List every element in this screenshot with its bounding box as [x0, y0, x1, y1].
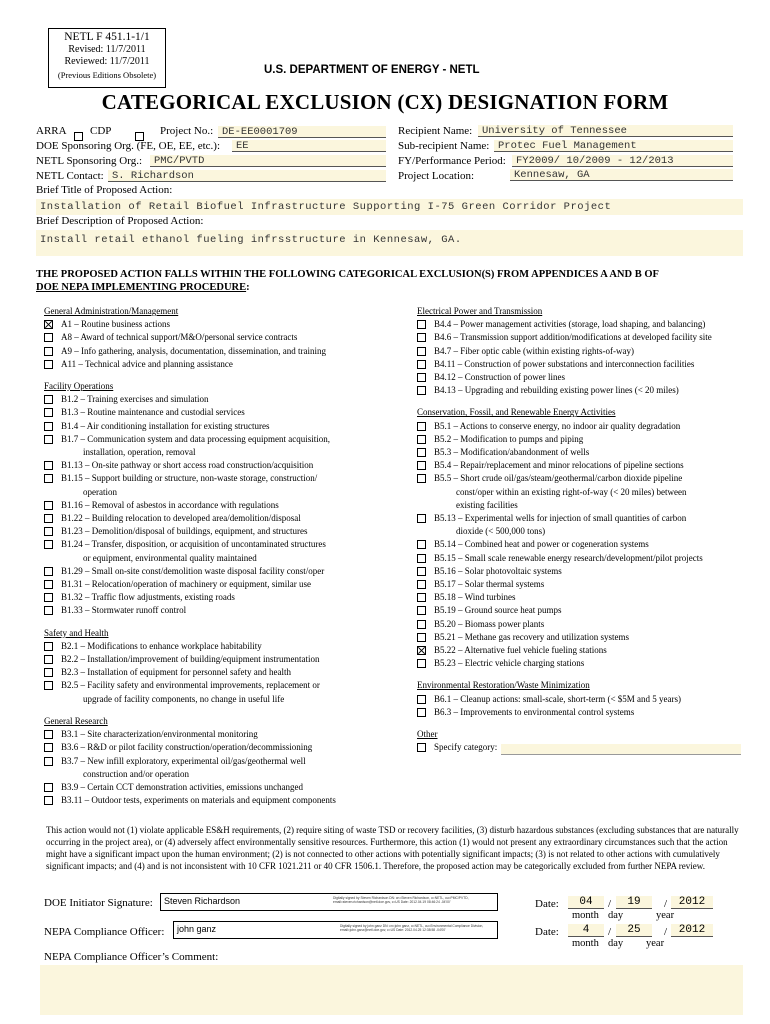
fy-label: FY/Performance Period:	[398, 155, 506, 167]
exclusion-text: B3.9 – Certain CCT demonstration activities, emissions unchanged	[61, 781, 304, 792]
exclusion-text-continued: or equipment, environmental quality maintained	[83, 552, 257, 563]
exclusion-b5-22[interactable]	[417, 644, 747, 657]
exclusion-text: A11 – Technical advice and planning assistance	[61, 358, 233, 369]
form-id-box	[48, 28, 166, 88]
exclusion-text: A9 – Info gathering, analysis, documentation, dissemination, and training	[61, 345, 326, 356]
exclusion-b5-17[interactable]	[417, 578, 747, 591]
officer-digital-signature: Digitally signed by john ganz DN: cn=john ganz, o=NETL, ou=Environmental Compliance Division, email=john.ganz@netl.doe.gov, c=US Date: 2012.04.25 12:38:58 -04'00'	[340, 924, 484, 932]
project-no-label: Project No.:	[160, 125, 214, 137]
recipient-field[interactable]: University of Tennessee	[478, 125, 733, 137]
section-heading-safety-and-health: Safety and Health	[44, 627, 109, 638]
exclusion-b1-33[interactable]	[44, 604, 404, 617]
checkbox-b4-4[interactable]	[417, 320, 426, 329]
checkbox-b4-6[interactable]	[417, 333, 426, 342]
section-heading-other: Other	[417, 729, 438, 740]
date2-day[interactable]: 25	[616, 924, 652, 937]
exclusion-text: B3.6 – R&D or pilot facility construction/operation/decommissioning	[61, 742, 313, 753]
officer-signature-name: john ganz	[177, 924, 217, 934]
exclusion-b1-32[interactable]	[44, 591, 404, 604]
checkbox-b1-15[interactable]	[44, 474, 53, 483]
checkbox-b1-31[interactable]	[44, 580, 53, 589]
exclusion-text: B3.11 – Outdoor tests, experiments on materials and equipment components	[61, 795, 336, 806]
exclusion-text: B5.2 – Modification to pumps and piping	[434, 433, 584, 444]
exclusion-text: B1.31 – Relocation/operation of machinery or equipment, similar use	[61, 579, 311, 590]
exclusion-text: B1.4 – Air conditioning installation for existing structures	[61, 420, 270, 431]
exclusion-text: B5.17 – Solar thermal systems	[434, 579, 545, 590]
initiator-signature-box[interactable]	[160, 893, 498, 911]
form-title: CATEGORICAL EXCLUSION (CX) DESIGNATION FORM	[101, 90, 669, 114]
initiator-digital-signature: Digitally signed by Steven Richardson DN: cn=Steven Richardson, o=NETL, ou=PMC/PVTD, email=steven.richardson@netl.doe.gov, c=US Date: 2012.04.19 08:46:24 -04'00'	[333, 896, 469, 904]
date2-label: Date:	[535, 926, 559, 938]
exclusion-b5-20[interactable]	[417, 618, 747, 631]
initiator-signature-name: Steven Richardson	[164, 896, 241, 906]
date1-slash2: /	[664, 898, 668, 910]
exclusion-b5-23[interactable]	[417, 657, 747, 670]
checkbox-b1-29[interactable]	[44, 567, 53, 576]
officer-signature-box[interactable]	[173, 921, 498, 939]
exclusion-b4-6[interactable]	[417, 331, 747, 344]
exclusion-b5-1[interactable]	[417, 420, 747, 433]
form-number: NETL F 451.1-1/1	[64, 31, 150, 43]
checkbox-b3-6[interactable]	[44, 743, 53, 752]
checkbox-b3-9[interactable]	[44, 783, 53, 792]
exclusion-b4-7[interactable]	[417, 345, 747, 358]
exclusion-a1[interactable]	[44, 318, 404, 331]
exclusion-text: B5.20 – Biomass power plants	[434, 618, 545, 629]
exclusion-other[interactable]	[417, 741, 747, 754]
exclusion-text-continued: existing facilities	[456, 499, 518, 510]
date1-slash1: /	[608, 898, 612, 910]
fy-field[interactable]: FY2009/ 10/2009 - 12/2013	[512, 155, 733, 167]
checkbox-b1-22[interactable]	[44, 514, 53, 523]
checkbox-b5-17[interactable]	[417, 580, 426, 589]
brief-title-label: Brief Title of Proposed Action:	[36, 184, 173, 196]
exclusion-text-continued: operation	[83, 486, 117, 497]
exclusion-b1-31[interactable]	[44, 578, 404, 591]
date1-day-caption: day	[608, 910, 624, 921]
checkbox-a9[interactable]	[44, 347, 53, 356]
exclusion-text: B5.19 – Ground source heat pumps	[434, 605, 562, 616]
exclusion-text: B5.1 – Actions to conserve energy, no indoor air quality degradation	[434, 420, 681, 431]
section-heading-environmental-restoration-waste-minimization: Environmental Restoration/Waste Minimization	[417, 680, 590, 691]
exclusion-b5-18[interactable]	[417, 591, 747, 604]
checkbox-b1-3[interactable]	[44, 408, 53, 417]
exclusion-heading-line1: THE PROPOSED ACTION FALLS WITHIN THE FOLLOWING CATEGORICAL EXCLUSION(S) FROM APPENDICES A AND B OF	[36, 269, 659, 280]
exclusion-b1-24[interactable]	[44, 538, 404, 564]
exclusion-text-continued: dioxide (< 500,000 tons)	[456, 526, 546, 537]
exclusion-text: B1.16 – Removal of asbestos in accordance with regulations	[61, 499, 279, 510]
checkbox-b1-24[interactable]	[44, 540, 53, 549]
exclusion-text-continued: installation, operation, removal	[83, 447, 196, 458]
date1-month-caption: month	[572, 910, 599, 921]
section-heading-conservation-fossil-and-renewable-energy-activities: Conservation, Fossil, and Renewable Energy Activities	[417, 407, 616, 418]
date1-year[interactable]: 2012	[671, 896, 713, 909]
exclusion-text: B5.16 – Solar photovoltaic systems	[434, 565, 562, 576]
reviewed-date: Reviewed: 11/7/2011	[64, 56, 150, 67]
exclusion-b1-22[interactable]	[44, 512, 404, 525]
right-category-column	[417, 305, 747, 755]
checkbox-b1-2[interactable]	[44, 395, 53, 404]
brief-title-field[interactable]: Installation of Retail Biofuel Infrastructure Supporting I-75 Green Corridor Project	[36, 199, 743, 215]
date1-label: Date:	[535, 898, 559, 910]
project-no-field[interactable]: DE-EE0001709	[218, 126, 386, 138]
date2-month[interactable]: 4	[568, 924, 604, 937]
date2-slash2: /	[664, 926, 668, 938]
checkbox-b4-11[interactable]	[417, 360, 426, 369]
exclusion-text: B2.1 – Modifications to enhance workplace habitability	[61, 640, 262, 651]
netl-org-field[interactable]: PMC/PVTD	[150, 155, 386, 167]
exclusion-text-continued: construction and/or operation	[83, 768, 189, 779]
exclusion-text: B1.13 – On-site pathway or short access road construction/acquisition	[61, 460, 314, 471]
checkbox-b2-3[interactable]	[44, 668, 53, 677]
exclusion-text: B1.24 – Transfer, disposition, or acquisition of uncontaminated structures	[61, 539, 326, 550]
checkbox-b5-4[interactable]	[417, 461, 426, 470]
checkbox-b2-5[interactable]	[44, 681, 53, 690]
exclusion-b1-15[interactable]	[44, 472, 404, 498]
exclusion-text: B5.23 – Electric vehicle charging stations	[434, 658, 585, 669]
doe-org-field[interactable]: EE	[232, 140, 386, 152]
initiator-signature-label: DOE Initiator Signature:	[44, 897, 153, 909]
checkbox-b5-13[interactable]	[417, 514, 426, 523]
exclusion-b1-2[interactable]	[44, 393, 404, 406]
checkbox-b5-21[interactable]	[417, 633, 426, 642]
date2-year[interactable]: 2012	[671, 924, 713, 937]
exclusion-text: B5.15 – Small scale renewable energy research/development/pilot projects	[434, 552, 703, 563]
exclusion-text: B6.1 – Cleanup actions: small-scale, short-term (< $5M and 5 years)	[434, 693, 682, 704]
checkbox-b3-11[interactable]	[44, 796, 53, 805]
checkbox-b5-18[interactable]	[417, 593, 426, 602]
checkbox-a1[interactable]	[44, 320, 53, 329]
exclusion-b5-21[interactable]	[417, 631, 747, 644]
exclusion-text-continued: upgrade of facility components, no change in useful life	[83, 693, 285, 704]
checkbox-b5-3[interactable]	[417, 448, 426, 457]
exclusion-text: B4.11 – Construction of power substations and interconnection facilities	[434, 358, 695, 369]
checkbox-b1-16[interactable]	[44, 501, 53, 510]
exclusion-text: B1.23 – Demolition/disposal of buildings, equipment, and structures	[61, 526, 308, 537]
exclusion-text: B1.33 – Stormwater runoff control	[61, 605, 187, 616]
netl-contact-label: NETL Contact:	[36, 170, 104, 182]
checkbox-b4-7[interactable]	[417, 347, 426, 356]
exclusion-b5-13[interactable]	[417, 512, 747, 538]
exclusion-text: A8 – Award of technical support/M&O/personal service contracts	[61, 332, 298, 343]
exclusion-text: B5.22 – Alternative fuel vehicle fueling stations	[434, 645, 607, 656]
exclusion-text: B1.32 – Traffic flow adjustments, existing roads	[61, 592, 235, 603]
checkbox-b5-1[interactable]	[417, 422, 426, 431]
checkbox-b1-4[interactable]	[44, 422, 53, 431]
checkbox-b6-1[interactable]	[417, 695, 426, 704]
exclusion-a8[interactable]	[44, 331, 404, 344]
date1-month[interactable]: 04	[568, 896, 604, 909]
checkbox-b5-2[interactable]	[417, 435, 426, 444]
exclusion-b5-16[interactable]	[417, 565, 747, 578]
exclusion-b3-6[interactable]	[44, 741, 404, 754]
exclusion-text: B2.5 – Facility safety and environmental improvements, replacement or	[61, 680, 320, 691]
exclusion-text: B3.1 – Site characterization/environmental monitoring	[61, 729, 258, 740]
exclusion-b2-1[interactable]	[44, 640, 404, 653]
checkbox-b2-2[interactable]	[44, 655, 53, 664]
checkbox-b3-1[interactable]	[44, 730, 53, 739]
exclusion-b1-23[interactable]	[44, 525, 404, 538]
location-field[interactable]: Kennesaw, GA	[510, 169, 733, 181]
exclusion-b4-13[interactable]	[417, 384, 747, 397]
section-heading-general-research: General Research	[44, 715, 108, 726]
checkbox-a11[interactable]	[44, 360, 53, 369]
exclusion-heading	[36, 268, 726, 294]
revised-date: Revised: 11/7/2011	[68, 43, 146, 55]
exclusion-b1-4[interactable]	[44, 420, 404, 433]
checkbox-b1-7[interactable]	[44, 435, 53, 444]
exclusion-text: B4.13 – Upgrading and rebuilding existing power lines (< 20 miles)	[434, 385, 679, 396]
checkbox-b5-22[interactable]	[417, 646, 426, 655]
exclusion-text: B2.3 – Installation of equipment for personnel safety and health	[61, 667, 291, 678]
exclusion-a9[interactable]	[44, 345, 404, 358]
exclusion-b2-5[interactable]	[44, 679, 404, 705]
exclusion-b5-14[interactable]	[417, 538, 747, 551]
exclusion-b5-3[interactable]	[417, 446, 747, 459]
date2-slash1: /	[608, 926, 612, 938]
specify-category-field[interactable]	[501, 744, 741, 755]
exclusion-text: B5.3 – Modification/abandonment of wells	[434, 447, 590, 458]
exclusion-a11[interactable]	[44, 358, 404, 371]
exclusion-b3-9[interactable]	[44, 781, 404, 794]
exclusion-text: B5.4 – Repair/replacement and minor relocations of pipeline sections	[434, 460, 684, 471]
arra-label: ARRA	[36, 125, 67, 137]
section-heading-electrical-power-and-transmission: Electrical Power and Transmission	[417, 306, 543, 316]
exclusion-b3-11[interactable]	[44, 794, 404, 807]
exclusion-text: B4.4 – Power management activities (storage, load shaping, and balancing)	[434, 319, 706, 330]
exclusion-text: B1.2 – Training exercises and simulation	[61, 394, 209, 405]
date2-month-caption: month	[572, 938, 599, 949]
exclusion-text: B6.3 – Improvements to environmental control systems	[434, 706, 635, 717]
brief-desc-field[interactable]: Install retail ethanol fueling infrsstructure in Kennesaw, GA.	[36, 230, 743, 256]
exclusion-b1-3[interactable]	[44, 406, 404, 419]
exclusion-text: B1.7 – Communication system and data processing equipment acquisition,	[61, 433, 330, 444]
exclusion-b5-5[interactable]	[417, 472, 747, 512]
exclusion-text: B2.2 – Installation/improvement of building/equipment instrumentation	[61, 654, 320, 665]
officer-signature-label: NEPA Compliance Officer:	[44, 926, 165, 938]
exclusion-text: B5.13 – Experimental wells for injection of small quantities of carbon	[434, 513, 687, 524]
exclusion-b5-15[interactable]	[417, 552, 747, 565]
brief-desc-label: Brief Description of Proposed Action:	[36, 215, 204, 227]
exclusion-text: A1 – Routine business actions	[61, 319, 170, 330]
checkbox-b5-14[interactable]	[417, 540, 426, 549]
exclusion-b4-11[interactable]	[417, 358, 747, 371]
exclusion-text: B3.7 – New infill exploratory, experimental oil/gas/geothermal well	[61, 755, 306, 766]
section-heading-general-administration-management: General Administration/Management	[44, 306, 179, 316]
section-heading-facility-operations: Facility Operations	[44, 381, 114, 392]
checkbox-a8[interactable]	[44, 333, 53, 342]
date1-year-caption: year	[656, 910, 675, 921]
agency-heading: U.S. DEPARTMENT OF ENERGY - NETL	[264, 64, 480, 76]
date1-day[interactable]: 19	[616, 896, 652, 909]
exclusion-b6-1[interactable]	[417, 693, 747, 706]
subrecipient-field[interactable]: Protec Fuel Management	[494, 140, 733, 152]
checkbox-b5-20[interactable]	[417, 620, 426, 629]
checkbox-b5-15[interactable]	[417, 554, 426, 563]
exclusion-heading-line2: DOE NEPA IMPLEMENTING PROCEDURE	[36, 282, 247, 293]
exclusion-text: B1.29 – Small on-site const/demolition waste disposal facility const/oper	[61, 565, 325, 576]
exclusion-b2-2[interactable]	[44, 653, 404, 666]
exclusion-b5-2[interactable]	[417, 433, 747, 446]
checkbox-b5-23[interactable]	[417, 659, 426, 668]
checkbox-b4-13[interactable]	[417, 386, 426, 395]
exclusion-b1-29[interactable]	[44, 565, 404, 578]
exclusion-text: B5.21 – Methane gas recovery and utilization systems	[434, 631, 629, 642]
exclusion-b3-7[interactable]	[44, 755, 404, 781]
checkbox-other[interactable]	[417, 743, 426, 752]
checkbox-b1-33[interactable]	[44, 606, 53, 615]
checkbox-b4-12[interactable]	[417, 373, 426, 382]
cdp-label: CDP	[90, 125, 112, 137]
netl-contact-field[interactable]: S. Richardson	[108, 170, 386, 182]
exclusion-text: B5.18 – Wind turbines	[434, 592, 516, 603]
exclusion-b1-7[interactable]	[44, 433, 404, 459]
checkbox-b1-32[interactable]	[44, 593, 53, 602]
checkbox-b1-23[interactable]	[44, 527, 53, 536]
exclusion-text: B5.5 – Short crude oil/gas/steam/geothermal/carbon dioxide pipeline	[434, 473, 683, 484]
checkbox-b6-3[interactable]	[417, 708, 426, 717]
netl-org-label: NETL Sponsoring Org.:	[36, 155, 143, 167]
exclusion-b1-13[interactable]	[44, 459, 404, 472]
exclusion-b1-16[interactable]	[44, 499, 404, 512]
date2-year-caption: year	[646, 938, 665, 949]
exclusion-b4-12[interactable]	[417, 371, 747, 384]
comment-label: NEPA Compliance Officer’s Comment:	[44, 951, 219, 963]
exclusion-text: B1.3 – Routine maintenance and custodial services	[61, 407, 245, 418]
compliance-statement: This action would not (1) violate applicable ES&H requirements, (2) require siting of waste TSD or recovery facilities, (3) disturb hazardous substances (excluding substances that are naturally occurring in the project area), or (4) adversely affect environmentally sensitive resources. Furthermore, this action (1) would not present any extraordinary circumstances such that the action might have a significant impact upon the human environment; (2) is not connected to other actions with potentially significant impacts; (3) is not related to other actions with cumulatively significant impacts; and (4) and is not inconsistent with 10 CFR 1021.211 or 40 CFR 1506.1. Therefore, the proposed action may be categorically excluded from further NEPA review.	[46, 825, 739, 871]
subrecipient-label: Sub-recipient Name:	[398, 140, 490, 152]
recipient-label: Recipient Name:	[398, 125, 473, 137]
previous-editions-note: (Previous Editions Obsolete)	[57, 69, 157, 80]
exclusion-text: B4.6 – Transmission support addition/modifications at developed facility site	[434, 332, 712, 343]
exclusion-b5-4[interactable]	[417, 459, 747, 472]
exclusion-text: B4.12 – Construction of power lines	[434, 372, 565, 383]
checkbox-b5-5[interactable]	[417, 474, 426, 483]
specify-category-label: Specify category:	[434, 742, 498, 753]
checkbox-b5-19[interactable]	[417, 606, 426, 615]
checkbox-b1-13[interactable]	[44, 461, 53, 470]
exclusion-text: B5.14 – Combined heat and power or cogeneration systems	[434, 539, 649, 550]
exclusion-b2-3[interactable]	[44, 666, 404, 679]
left-category-column	[44, 305, 404, 807]
date2-day-caption: day	[608, 938, 624, 949]
exclusion-b3-1[interactable]	[44, 728, 404, 741]
location-label: Project Location:	[398, 170, 475, 182]
exclusion-b5-19[interactable]	[417, 604, 747, 617]
checkbox-b3-7[interactable]	[44, 757, 53, 766]
exclusion-b4-4[interactable]	[417, 318, 747, 331]
exclusion-text: B1.15 – Support building or structure, non-waste storage, construction/	[61, 473, 318, 484]
checkbox-b2-1[interactable]	[44, 642, 53, 651]
exclusion-text-continued: const/oper within an existing right-of-way (< 20 miles) between	[456, 486, 687, 497]
exclusion-text: B4.7 – Fiber optic cable (within existing rights-of-way)	[434, 345, 634, 356]
checkbox-b5-16[interactable]	[417, 567, 426, 576]
exclusion-b6-3[interactable]	[417, 706, 747, 719]
comment-field[interactable]	[40, 965, 743, 1015]
doe-org-label: DOE Sponsoring Org. (FE, OE, EE, etc.):	[36, 140, 221, 152]
exclusion-text: B1.22 – Building relocation to developed area/demolition/disposal	[61, 513, 301, 524]
exclusion-heading-colon: :	[246, 282, 250, 293]
